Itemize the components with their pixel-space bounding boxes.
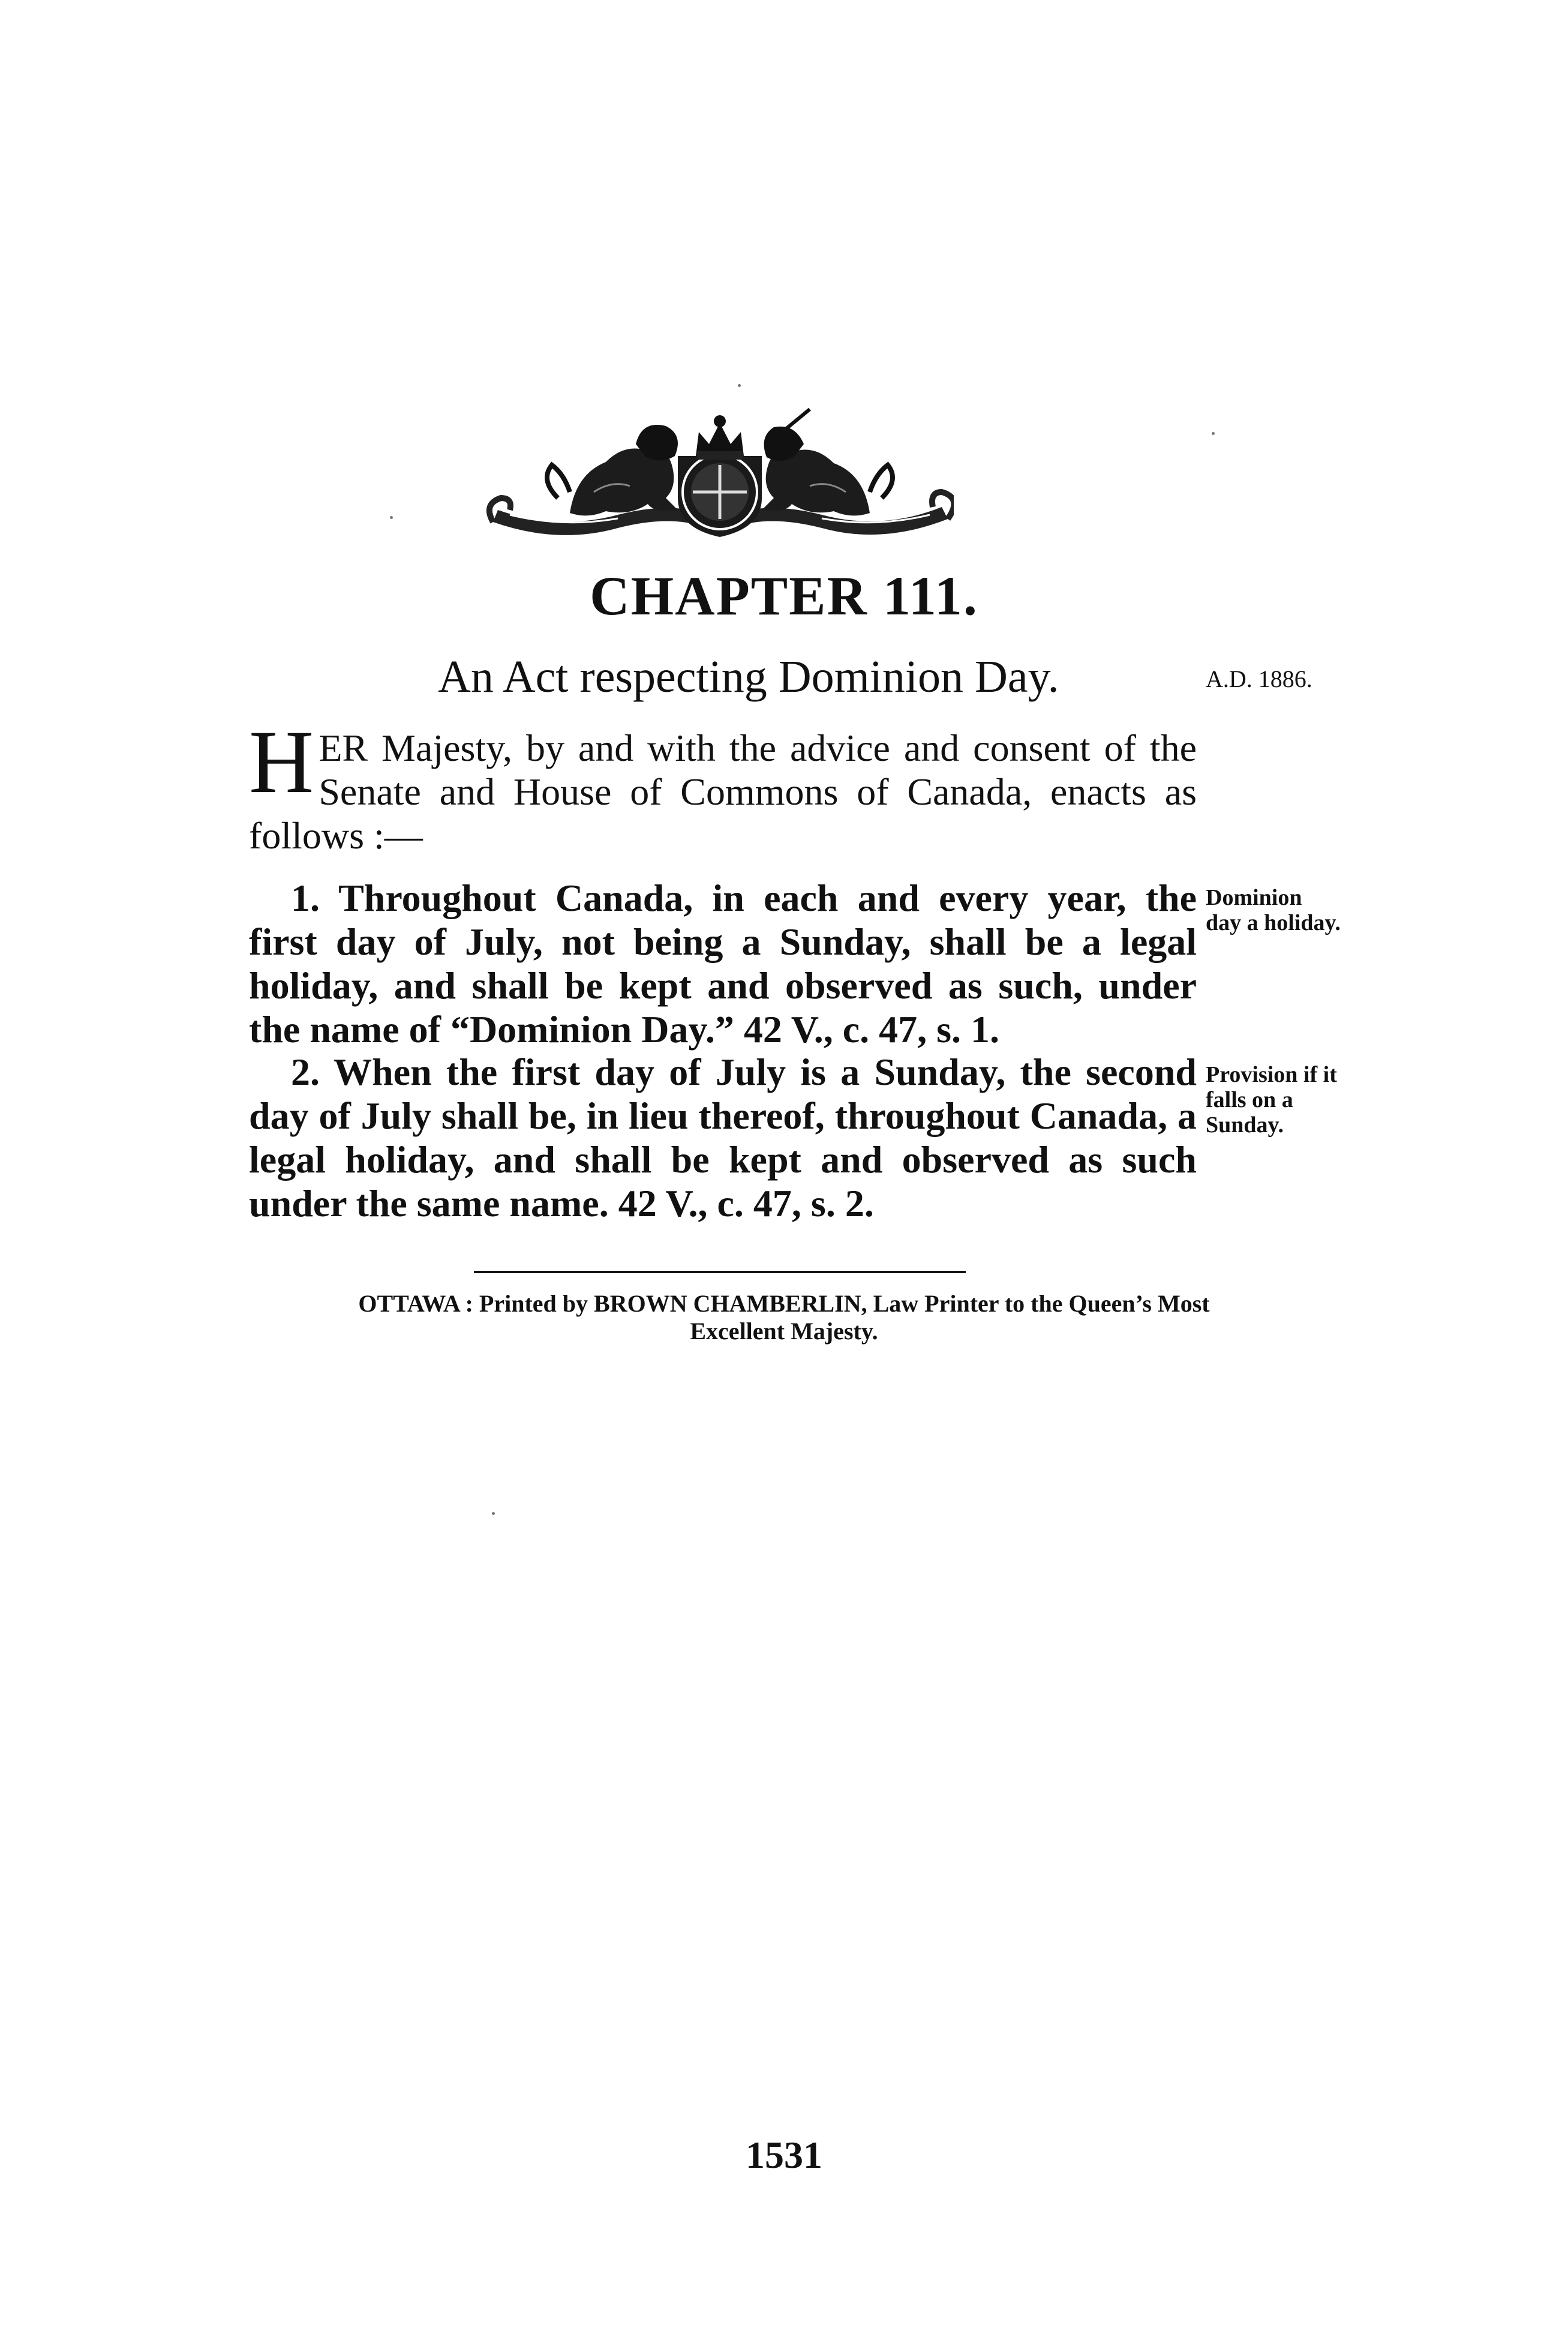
section-text: Throughout Canada, in each and every year, the first day of July, not being a Sunday, shall be a legal holiday, and shall be kept and observed as such, under the name of “Dominion Day.” 42 V., c. 47, s. 1.: [249, 877, 1197, 1051]
scan-speck: [1212, 432, 1215, 435]
chapter-title: CHAPTER 111.: [590, 565, 978, 626]
section-text: When the first day of July is a Sunday, the second day of July shall be, in lieu thereof, throughout Canada, a legal holiday, and shall be kept and observed as such under the same name. 42 V., c. 47, s. 2.: [249, 1051, 1197, 1225]
scan-speck: [492, 1512, 495, 1515]
preamble-text: ER Majesty, by and with the advice and consent of the Senate and House of Commons of Canada, enacts as follows :—: [249, 727, 1197, 857]
imprint-line: Excellent Majesty.: [690, 1318, 878, 1345]
royal-coat-of-arms-icon: [486, 408, 954, 546]
act-title: An Act respecting Dominion Day.: [438, 652, 1059, 702]
act-year: A.D. 1886.: [1206, 665, 1312, 692]
marginal-note-1: [1206, 885, 1341, 935]
section-2: [249, 1050, 1197, 1225]
marginal-note-line: Provision if it: [1206, 1062, 1337, 1087]
section-1: [249, 876, 1197, 1051]
scan-speck: [390, 516, 393, 519]
section-number: 2.: [291, 1051, 320, 1093]
marginal-note-2: [1206, 1062, 1337, 1138]
marginal-note-line: day a holiday.: [1206, 910, 1341, 935]
printer-imprint: [0, 1290, 1568, 1345]
scan-speck: [738, 384, 741, 387]
marginal-note-line: Dominion: [1206, 885, 1302, 910]
preamble: [249, 712, 1197, 857]
marginal-note-line: Sunday.: [1206, 1112, 1284, 1138]
dropcap: H: [249, 712, 314, 812]
section-number: 1.: [291, 877, 320, 919]
marginal-note-line: falls on a: [1206, 1087, 1293, 1112]
horizontal-rule: [474, 1271, 966, 1273]
imprint-line: OTTAWA : Printed by BROWN CHAMBERLIN, Law Printer to the Queen’s Most: [358, 1290, 1210, 1317]
page-number: 1531: [746, 2134, 822, 2176]
